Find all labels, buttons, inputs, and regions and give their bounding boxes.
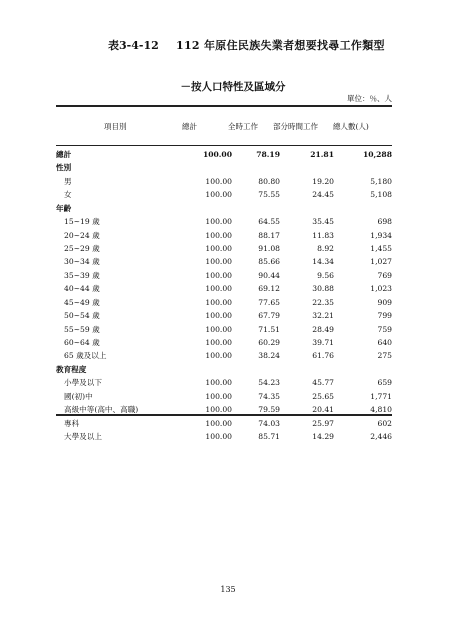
- row-label: 55~59 歲: [64, 324, 100, 334]
- full-time-cell: 64.55: [258, 217, 280, 227]
- part-time-cell: 28.49: [312, 324, 334, 334]
- total-cell: 100.00: [205, 405, 232, 415]
- table-row: [56, 283, 392, 295]
- row-label: 20~24 歲: [64, 230, 100, 240]
- total-row: [56, 149, 392, 161]
- table-row: [56, 270, 392, 282]
- part-time-cell: 39.71: [312, 338, 334, 348]
- total-cell: 100.00: [205, 244, 232, 253]
- count-cell: 1,455: [370, 244, 392, 253]
- total-cell: 100.00: [205, 190, 232, 200]
- table-row: [56, 256, 392, 268]
- row-label: 45~49 歲: [64, 297, 100, 307]
- part-time-cell: 22.35: [312, 297, 334, 307]
- row-label: 年齡: [56, 203, 72, 213]
- table-row: [56, 337, 392, 349]
- total-cell: 100.00: [205, 257, 232, 267]
- total-cell: 100.00: [205, 297, 232, 307]
- table-row: [56, 297, 392, 309]
- count-cell: 909: [377, 297, 392, 307]
- row-label: 男: [64, 176, 72, 186]
- total-cell: 100.00: [205, 432, 232, 442]
- row-label: 35~39 歲: [64, 270, 100, 280]
- column-header-total: 總計: [182, 122, 197, 131]
- total-cell: 100.00: [205, 378, 232, 388]
- part-time-cell: 25.97: [312, 418, 334, 428]
- row-label: 女: [64, 190, 72, 200]
- row-label: 大學及以上: [64, 432, 102, 442]
- count-cell: 1,934: [370, 230, 392, 240]
- count-cell: 698: [377, 217, 392, 227]
- total-cell: 100.00: [205, 324, 232, 334]
- row-label: 30~34 歲: [64, 257, 100, 267]
- full-time-cell: 80.80: [258, 176, 280, 186]
- column-header-count: 總人數(人): [333, 122, 369, 131]
- full-time-cell: 78.19: [256, 150, 280, 159]
- count-cell: 10,288: [362, 150, 392, 159]
- part-time-cell: 8.92: [317, 244, 334, 253]
- part-time-cell: 19.20: [312, 176, 334, 186]
- part-time-cell: 35.45: [312, 217, 334, 227]
- row-label: 65 歲及以上: [64, 351, 107, 361]
- total-cell: 100.00: [205, 418, 232, 428]
- count-cell: 769: [377, 270, 392, 280]
- full-time-cell: 69.12: [258, 284, 280, 294]
- total-cell: 100.00: [205, 176, 232, 186]
- section-row: [56, 203, 392, 215]
- table-row: [56, 431, 392, 443]
- row-label: 40~44 歲: [64, 284, 100, 294]
- total-cell: 100.00: [205, 230, 232, 240]
- full-time-cell: 79.59: [258, 405, 280, 415]
- total-cell: 100.00: [205, 217, 232, 227]
- total-cell: 100.00: [202, 150, 232, 159]
- full-time-cell: 75.55: [258, 190, 280, 200]
- top-rule: [56, 105, 392, 107]
- table-row: [56, 377, 392, 389]
- part-time-cell: 21.81: [310, 150, 334, 159]
- full-time-cell: 85.71: [258, 432, 280, 442]
- part-time-cell: 9.56: [317, 270, 334, 280]
- count-cell: 4,810: [370, 405, 392, 415]
- count-cell: 659: [377, 378, 392, 388]
- table-number: 表3-4-12: [108, 39, 159, 52]
- full-time-cell: 85.66: [258, 257, 280, 267]
- part-time-cell: 14.34: [312, 257, 334, 267]
- table-row: [56, 243, 392, 255]
- count-cell: 1,771: [370, 391, 392, 401]
- section-row: [56, 364, 392, 376]
- full-time-cell: 60.29: [258, 338, 280, 348]
- total-cell: 100.00: [205, 311, 232, 321]
- full-time-cell: 54.23: [258, 378, 280, 388]
- part-time-cell: 45.77: [312, 378, 334, 388]
- part-time-cell: 25.65: [312, 391, 334, 401]
- full-time-cell: 77.65: [258, 297, 280, 307]
- column-header-part-time: 部分時間工作: [273, 122, 318, 131]
- table-title-row: [0, 37, 452, 53]
- count-cell: 1,023: [370, 284, 392, 294]
- part-time-cell: 32.21: [312, 311, 334, 321]
- full-time-cell: 74.35: [258, 391, 280, 401]
- part-time-cell: 11.83: [312, 230, 334, 240]
- part-time-cell: 30.88: [312, 284, 334, 294]
- count-cell: 759: [377, 324, 392, 334]
- section-row: [56, 162, 392, 174]
- table-row: [56, 418, 392, 430]
- total-cell: 100.00: [205, 338, 232, 348]
- full-time-cell: 38.24: [258, 351, 280, 361]
- bottom-rule: [56, 414, 392, 416]
- table-row: [56, 324, 392, 336]
- total-cell: 100.00: [205, 284, 232, 294]
- count-cell: 5,108: [370, 190, 392, 200]
- row-label: 60~64 歲: [64, 338, 100, 348]
- row-label: 專科: [64, 418, 80, 428]
- part-time-cell: 14.29: [312, 432, 334, 442]
- table-row: [56, 310, 392, 322]
- full-time-cell: 90.44: [258, 270, 280, 280]
- header-rule: [56, 145, 392, 146]
- total-cell: 100.00: [205, 391, 232, 401]
- count-cell: 602: [377, 418, 392, 428]
- part-time-cell: 61.76: [312, 351, 334, 361]
- full-time-cell: 74.03: [258, 418, 280, 428]
- full-time-cell: 88.17: [258, 230, 280, 240]
- count-cell: 640: [377, 338, 392, 348]
- table-subtitle: －按人口特性及區域分: [180, 81, 286, 93]
- row-label: 25~29 歲: [64, 244, 100, 253]
- table-row: [56, 216, 392, 228]
- unit-note: 單位：％、人: [347, 94, 392, 103]
- row-label: 性別: [56, 163, 72, 173]
- total-cell: 100.00: [205, 351, 232, 361]
- table-row: [56, 189, 392, 201]
- full-time-cell: 71.51: [258, 324, 280, 334]
- row-label: 國(初)中: [64, 391, 93, 401]
- count-cell: 799: [377, 311, 392, 321]
- count-cell: 2,446: [370, 432, 392, 442]
- total-cell: 100.00: [205, 270, 232, 280]
- table-row: [56, 230, 392, 242]
- row-label: 小學及以下: [64, 378, 102, 388]
- row-label: 總計: [56, 150, 72, 159]
- full-time-cell: 91.08: [258, 244, 280, 253]
- row-label: 15~19 歲: [64, 217, 100, 227]
- page-number: 135: [220, 585, 236, 594]
- part-time-cell: 20.41: [312, 405, 334, 415]
- row-label: 50~54 歲: [64, 311, 100, 321]
- table-row: [56, 391, 392, 403]
- column-header-category: 項目別: [104, 122, 127, 131]
- count-cell: 5,180: [370, 176, 392, 186]
- table-title: 112 年原住民族失業者想要找尋工作類型: [176, 39, 385, 52]
- row-label: 高級中等(高中、高職): [64, 405, 139, 415]
- full-time-cell: 67.79: [258, 311, 280, 321]
- column-header-full-time: 全時工作: [228, 122, 258, 131]
- part-time-cell: 24.45: [312, 190, 334, 200]
- row-label: 教育程度: [56, 364, 87, 374]
- table-row: [56, 350, 392, 362]
- table-row: [56, 176, 392, 188]
- count-cell: 1,027: [370, 257, 392, 267]
- count-cell: 275: [377, 351, 392, 361]
